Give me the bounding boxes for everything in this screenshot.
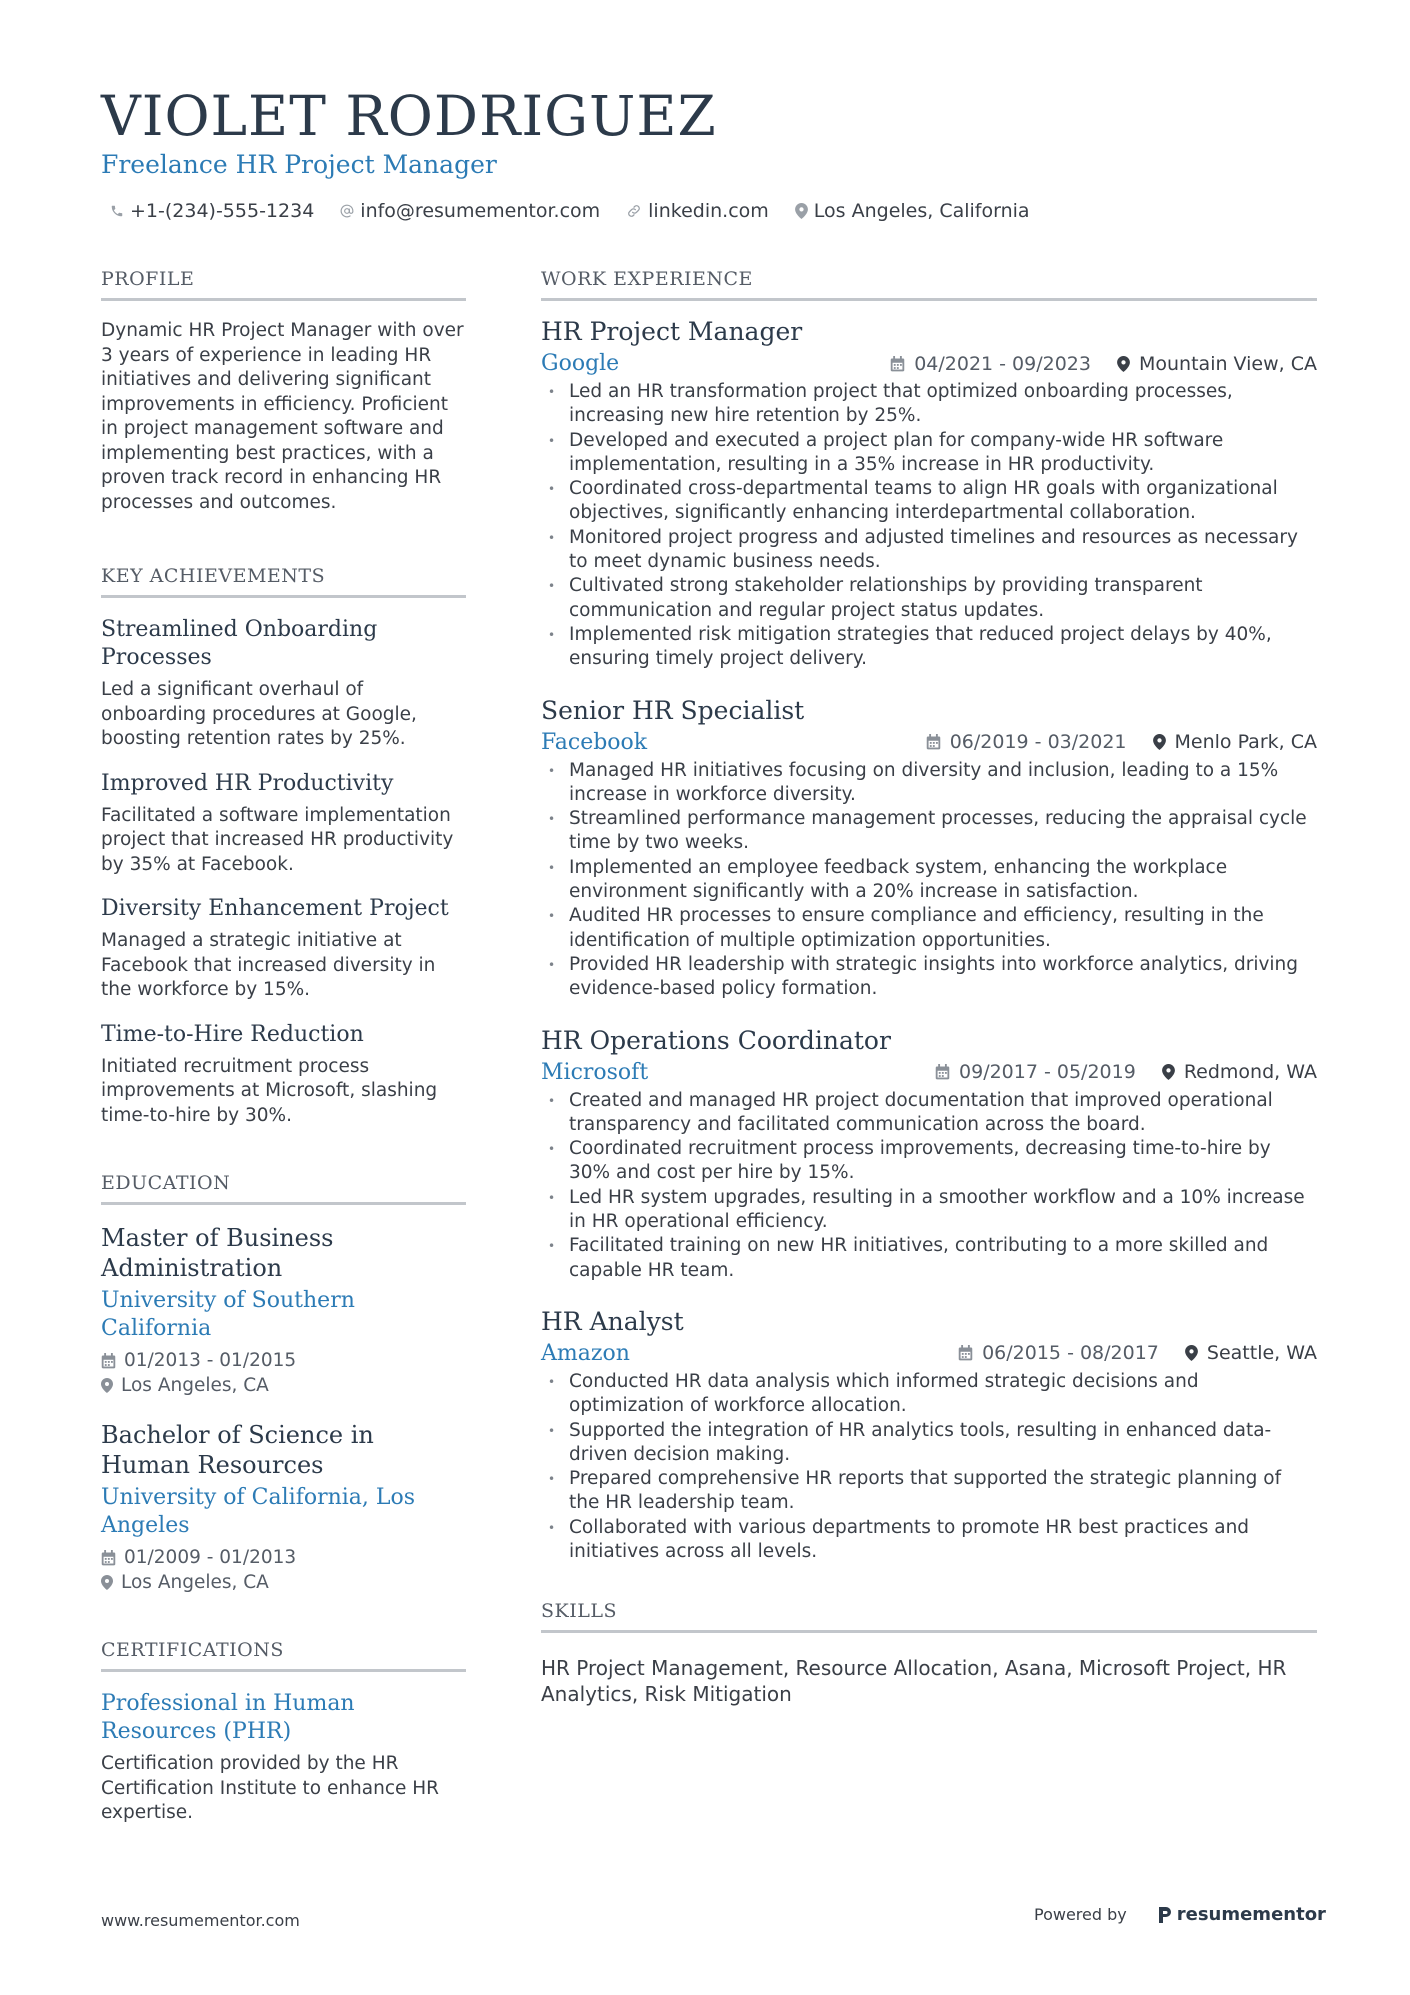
at-icon bbox=[340, 204, 354, 218]
list-item: • Implemented an employee feedback system, enhancing the workplace environment significantly with a 20% increase in satisfaction. bbox=[541, 856, 1317, 905]
footer-powered bbox=[1034, 1904, 1326, 1925]
achievements-heading: KEY ACHIEVEMENTS bbox=[101, 565, 466, 598]
achievement-text: Managed a strategic initiative at Facebook that increased diversity in the workforce by 15%. bbox=[101, 930, 436, 1000]
job-location bbox=[1117, 353, 1317, 375]
job-dates-text: 06/2019 - 03/2021 bbox=[949, 731, 1127, 754]
certification-text: Certification provided by the HR Certification Institute to enhance HR expertise. bbox=[101, 1753, 440, 1823]
education-item bbox=[101, 1223, 466, 1398]
education-location-text: Los Angeles, CA bbox=[121, 1374, 269, 1396]
job-dates-text: 09/2017 - 05/2019 bbox=[959, 1061, 1136, 1084]
certification-title: Professional in Human Resources (PHR) bbox=[101, 1691, 355, 1744]
location-pin-icon bbox=[795, 203, 808, 219]
job-entry bbox=[541, 1307, 1317, 1564]
email-text: info@resumementor.com bbox=[360, 200, 601, 222]
education-degree: Master of Business Administration bbox=[101, 1224, 334, 1282]
experience-heading: WORK EXPERIENCE bbox=[541, 268, 1317, 301]
skills-heading: SKILLS bbox=[541, 1600, 1317, 1633]
calendar-icon bbox=[926, 734, 941, 750]
link-icon bbox=[626, 203, 642, 219]
contact-linkedin[interactable] bbox=[626, 200, 769, 222]
contact-email[interactable] bbox=[340, 200, 600, 222]
job-dates bbox=[890, 353, 1091, 375]
achievement-text: Facilitated a software implementation project that increased HR productivity by 35% at Facebook. bbox=[101, 804, 454, 875]
job-dates bbox=[926, 731, 1127, 753]
education-dates bbox=[101, 1546, 466, 1571]
achievement-title: Diversity Enhancement Project bbox=[101, 896, 449, 921]
location-pin-icon bbox=[101, 1378, 113, 1393]
contact-bar bbox=[110, 200, 1056, 222]
achievement-title: Streamlined Onboarding Processes bbox=[101, 617, 378, 670]
profile-heading: PROFILE bbox=[101, 268, 466, 301]
list-item: • Collaborated with various departments to promote HR best practices and initiatives across all levels. bbox=[541, 1516, 1317, 1565]
list-item: • Provided HR leadership with strategic insights into workforce analytics, driving evidence-based policy formation. bbox=[541, 953, 1317, 1002]
location-pin-icon bbox=[1153, 734, 1166, 750]
list-item: • Facilitated training on new HR initiatives, contributing to a more skilled and capable HR team. bbox=[541, 1234, 1317, 1283]
calendar-icon bbox=[890, 356, 905, 372]
job-title: HR Operations Coordinator bbox=[541, 1025, 891, 1055]
phone-icon bbox=[110, 204, 124, 218]
job-location-text: Menlo Park, CA bbox=[1174, 731, 1317, 754]
job-title: HR Analyst bbox=[541, 1306, 684, 1336]
resumementor-logo-icon bbox=[1157, 1905, 1173, 1925]
job-row bbox=[541, 1341, 1317, 1366]
education-dates bbox=[101, 1349, 466, 1374]
location-pin-icon bbox=[1117, 356, 1130, 372]
list-item: • Prepared comprehensive HR reports that supported the strategic planning of the HR leadership team. bbox=[541, 1467, 1317, 1516]
calendar-icon bbox=[935, 1064, 950, 1080]
achievement-item bbox=[101, 616, 466, 752]
job-entry bbox=[541, 696, 1317, 1002]
job-company: Microsoft bbox=[541, 1059, 649, 1085]
calendar-icon bbox=[958, 1345, 973, 1361]
list-item: • Streamlined performance management processes, reducing the appraisal cycle time by two weeks. bbox=[541, 807, 1317, 856]
experience-section bbox=[541, 268, 1317, 1564]
job-bullets bbox=[541, 380, 1317, 672]
contact-location bbox=[795, 200, 1030, 222]
list-item: • Coordinated recruitment process improvements, decreasing time-to-hire by 30% and cost per hire by 15%. bbox=[541, 1137, 1317, 1186]
list-item: • Developed and executed a project plan for company-wide HR software implementation, resulting in a 35% increase in HR productivity. bbox=[541, 429, 1317, 478]
footer-website[interactable]: www.resumementor.com bbox=[101, 1911, 300, 1930]
achievement-text: Initiated recruitment process improvements at Microsoft, slashing time-to-hire by 30%. bbox=[101, 1055, 438, 1126]
education-location bbox=[101, 1571, 466, 1596]
job-dates bbox=[935, 1061, 1136, 1083]
phone-text: +1-(234)-555-1234 bbox=[130, 200, 315, 222]
job-location-text: Redmond, WA bbox=[1183, 1061, 1317, 1084]
location-pin-icon bbox=[1162, 1064, 1175, 1080]
achievement-item bbox=[101, 1021, 466, 1129]
job-location bbox=[1185, 1342, 1317, 1364]
achievement-title: Improved HR Productivity bbox=[101, 770, 394, 796]
job-title: Senior HR Specialist bbox=[541, 695, 805, 725]
education-dates-text: 01/2013 - 01/2015 bbox=[124, 1350, 297, 1371]
job-title: HR Project Manager bbox=[541, 317, 803, 346]
job-row bbox=[541, 1060, 1317, 1085]
job-meta bbox=[958, 1342, 1317, 1364]
right-column bbox=[541, 268, 1317, 1707]
profile-section bbox=[101, 268, 466, 515]
powered-by-label: Powered by bbox=[1034, 1905, 1127, 1924]
education-school: University of California, Los Angeles bbox=[101, 1485, 416, 1538]
calendar-icon bbox=[101, 1550, 116, 1566]
job-entry bbox=[541, 1026, 1317, 1283]
achievement-title: Time-to-Hire Reduction bbox=[101, 1021, 364, 1047]
location-pin-icon bbox=[1185, 1345, 1198, 1361]
job-meta bbox=[935, 1061, 1317, 1083]
education-location-text: Los Angeles, CA bbox=[121, 1571, 269, 1593]
job-location bbox=[1153, 731, 1317, 753]
list-item: • Supported the integration of HR analytics tools, resulting in enhanced data-driven decision making. bbox=[541, 1419, 1317, 1468]
job-meta bbox=[890, 353, 1317, 375]
achievement-item bbox=[101, 895, 466, 1003]
candidate-title: Freelance HR Project Manager bbox=[101, 150, 497, 179]
job-row bbox=[541, 730, 1317, 755]
job-company: Amazon bbox=[541, 1340, 630, 1366]
education-location bbox=[101, 1374, 466, 1399]
job-dates-text: 04/2021 - 09/2023 bbox=[914, 352, 1091, 375]
education-school: University of Southern California bbox=[101, 1288, 355, 1341]
job-dates-text: 06/2015 - 08/2017 bbox=[982, 1342, 1159, 1365]
skills-section bbox=[541, 1600, 1317, 1707]
list-item: • Coordinated cross-departmental teams to align HR goals with organizational objectives, significantly enhancing interdepartmental collaboration. bbox=[541, 477, 1317, 526]
job-location-text: Mountain View, CA bbox=[1139, 352, 1317, 375]
list-item: • Cultivated strong stakeholder relationships by providing transparent communication and regular project status updates. bbox=[541, 574, 1317, 623]
achievement-item bbox=[101, 770, 466, 878]
contact-phone bbox=[110, 200, 314, 222]
location-text: Los Angeles, California bbox=[813, 200, 1030, 222]
linkedin-text: linkedin.com bbox=[648, 200, 769, 222]
brand-logo[interactable] bbox=[1157, 1904, 1326, 1925]
education-item bbox=[101, 1420, 466, 1595]
education-degree: Bachelor of Science in Human Resources bbox=[101, 1421, 374, 1479]
job-bullets bbox=[541, 759, 1317, 1002]
job-location bbox=[1162, 1061, 1317, 1083]
education-section bbox=[101, 1172, 466, 1595]
achievement-text: Led a significant overhaul of onboarding procedures at Google, boosting retention rates by 25%. bbox=[101, 679, 417, 749]
job-company: Google bbox=[541, 351, 620, 376]
brand-name: resumementor bbox=[1176, 1904, 1326, 1925]
job-row bbox=[541, 351, 1317, 376]
certifications-heading: CERTIFICATIONS bbox=[101, 1639, 466, 1672]
list-item: • Audited HR processes to ensure compliance and efficiency, resulting in the identification of multiple optimization opportunities. bbox=[541, 904, 1317, 953]
list-item: • Led HR system upgrades, resulting in a smoother workflow and a 10% increase in HR operational efficiency. bbox=[541, 1186, 1317, 1235]
list-item: • Led an HR transformation project that optimized onboarding processes, increasing new hire retention by 25%. bbox=[541, 380, 1317, 429]
job-bullets bbox=[541, 1089, 1317, 1283]
education-dates-text: 01/2009 - 01/2013 bbox=[124, 1547, 297, 1568]
job-entry bbox=[541, 317, 1317, 672]
list-item: • Conducted HR data analysis which informed strategic decisions and optimization of workforce allocation. bbox=[541, 1370, 1317, 1419]
skills-text: HR Project Management, Resource Allocation, Asana, Microsoft Project, HR Analytics, Risk Mitigation bbox=[541, 1656, 1287, 1707]
job-bullets bbox=[541, 1370, 1317, 1564]
profile-text: Dynamic HR Project Manager with over 3 years of experience in leading HR initiatives and delivering significant improvements in efficiency. Proficient in project management software and implementing best practices, with a proven track record in enhancing HR processes and outcomes. bbox=[101, 320, 464, 513]
job-company: Facebook bbox=[541, 729, 648, 755]
left-column bbox=[101, 268, 466, 1826]
job-dates bbox=[958, 1342, 1159, 1364]
education-heading: EDUCATION bbox=[101, 1172, 466, 1205]
certifications-section bbox=[101, 1639, 466, 1826]
list-item: • Created and managed HR project documentation that improved operational transparency and facilitated communication across the board. bbox=[541, 1089, 1317, 1138]
list-item: • Implemented risk mitigation strategies that reduced project delays by 40%, ensuring timely project delivery. bbox=[541, 623, 1317, 672]
job-location-text: Seattle, WA bbox=[1206, 1342, 1317, 1365]
candidate-name: VIOLET RODRIGUEZ bbox=[101, 84, 717, 148]
calendar-icon bbox=[101, 1353, 116, 1369]
list-item: • Managed HR initiatives focusing on diversity and inclusion, leading to a 15% increase in workforce diversity. bbox=[541, 759, 1317, 808]
list-item: • Monitored project progress and adjusted timelines and resources as necessary to meet dynamic business needs. bbox=[541, 526, 1317, 575]
achievements-section bbox=[101, 565, 466, 1128]
location-pin-icon bbox=[101, 1575, 113, 1590]
job-meta bbox=[926, 731, 1317, 753]
